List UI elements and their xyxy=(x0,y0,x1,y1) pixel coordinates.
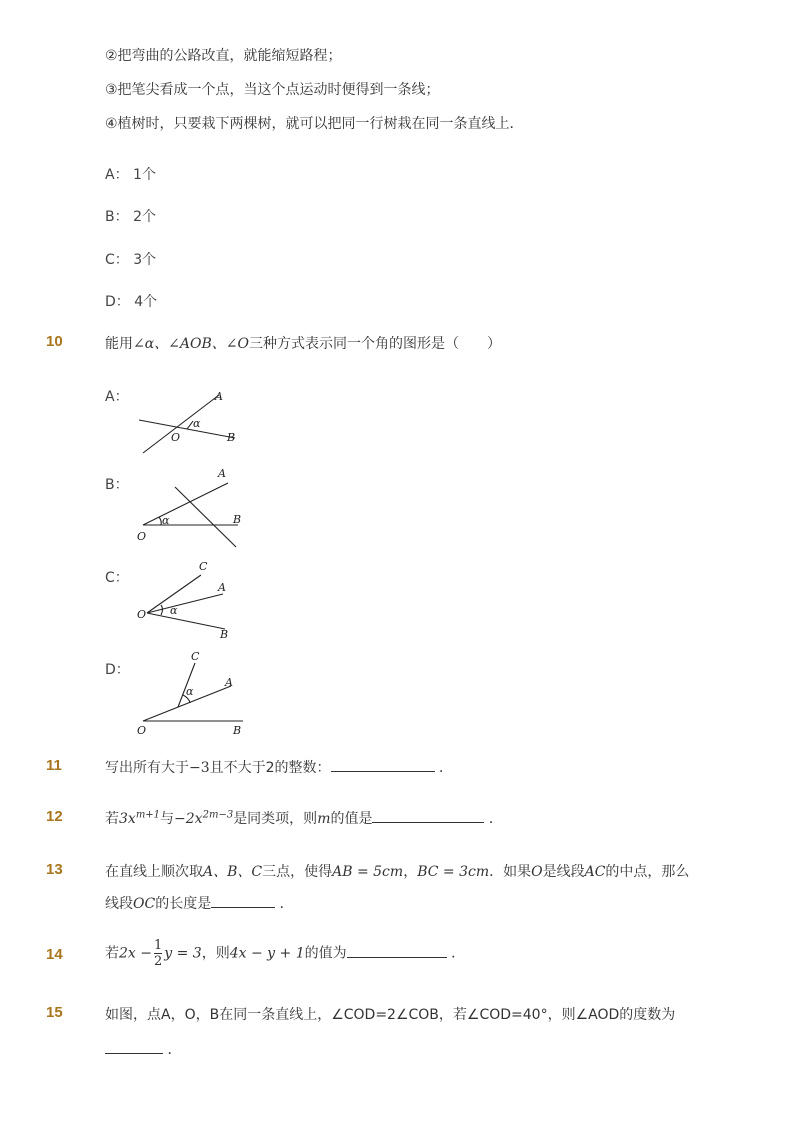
label-a: A xyxy=(215,390,223,403)
label-b: B xyxy=(220,628,229,641)
answer-blank[interactable] xyxy=(372,810,484,823)
label-b: B xyxy=(227,431,236,444)
answer-blank[interactable] xyxy=(331,759,435,772)
q9-option-b[interactable]: B： 2个 xyxy=(105,209,156,225)
label-a: A xyxy=(218,581,226,594)
question-10-text: 能用∠α、∠AOB、∠O三种方式表示同一个角的图形是（ ） xyxy=(105,336,501,352)
statement-3: ③把笔尖看成一个点，当这个点运动时便得到一条线； xyxy=(105,82,440,98)
figure-c xyxy=(133,557,243,642)
q10-option-c[interactable]: C： xyxy=(105,570,129,586)
q9-option-a[interactable]: A： 1个 xyxy=(105,167,156,183)
question-number-11: 11 xyxy=(46,757,62,774)
label-a: A xyxy=(225,676,233,689)
answer-blank[interactable] xyxy=(105,1041,163,1054)
question-number-15: 15 xyxy=(46,1004,63,1021)
label-o: O xyxy=(137,724,147,737)
figure-d xyxy=(133,648,253,740)
label-o: O xyxy=(137,530,147,543)
label-alpha: α xyxy=(186,685,194,698)
q9-option-d[interactable]: D： 4个 xyxy=(105,294,158,310)
label-b: B xyxy=(233,513,242,526)
q9-option-c[interactable]: C： 3个 xyxy=(105,252,157,268)
label-o: O xyxy=(171,431,181,444)
label-c: C xyxy=(191,650,200,663)
label-a: A xyxy=(218,467,226,480)
label-alpha: α xyxy=(162,514,170,527)
answer-blank[interactable] xyxy=(347,945,447,958)
q10-option-a[interactable]: A： xyxy=(105,389,129,405)
fraction: $\frac{1}{2}$ xyxy=(153,938,163,969)
question-11-text: 写出所有大于−3且不大于2的整数： ． xyxy=(105,760,454,776)
question-12-text: 若$3x^{m+1}$与$-2x^{2m-3}$是同类项，则m的值是 ． xyxy=(105,809,503,827)
figure-a xyxy=(135,383,255,458)
question-14-text: 若2x − $\frac{1}{2}$ y = 3，则4x − y + 1的值为 ． xyxy=(105,938,466,969)
question-15-line-2: ． xyxy=(105,1039,181,1059)
question-number-13: 13 xyxy=(46,861,63,878)
question-13-line-2: 线段OC的长度是 ． xyxy=(105,896,294,912)
figure-b xyxy=(133,463,253,548)
label-c: C xyxy=(199,560,208,573)
question-number-10: 10 xyxy=(46,333,63,350)
label-o: O xyxy=(137,608,147,621)
answer-blank[interactable] xyxy=(211,895,275,908)
question-13-line-1: 在直线上顺次取A、B、C三点，使得AB = 5cm，BC = 3cm．如果O是线段AC的中点，那么 xyxy=(105,864,690,880)
question-15-line-1: 如图，点A，O，B在同一条直线上，∠COD=2∠COB，若∠COD=40°，则∠AOD的度数为 xyxy=(105,1007,676,1023)
label-alpha: α xyxy=(193,417,201,430)
question-number-14: 14 xyxy=(46,946,63,963)
q10-option-d[interactable]: D： xyxy=(105,662,130,678)
q10-option-b[interactable]: B： xyxy=(105,477,129,493)
statement-4: ④植树时，只要栽下两棵树，就可以把同一行树栽在同一条直线上． xyxy=(105,116,524,132)
question-number-12: 12 xyxy=(46,808,63,825)
label-alpha: α xyxy=(170,604,178,617)
statement-2: ②把弯曲的公路改直，就能缩短路程； xyxy=(105,48,342,64)
label-b: B xyxy=(233,724,242,737)
